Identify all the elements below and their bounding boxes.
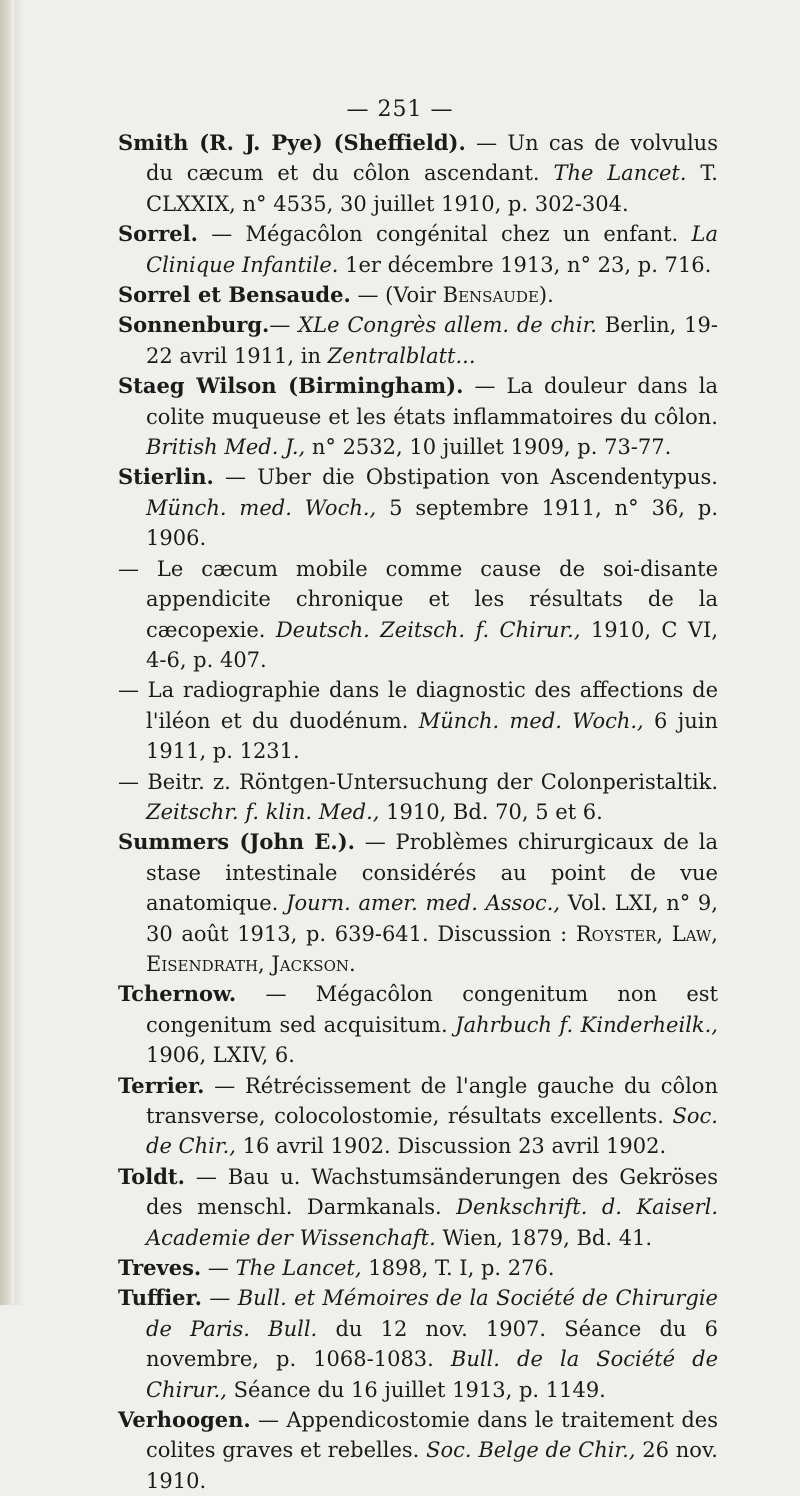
entry-author: Stierlin. [118, 464, 214, 490]
entry-source: Jahrbuch f. Kinderheilk., [455, 1012, 718, 1037]
entry-details: 16 avril 1902. Discussion 23 avril 1902. [242, 1134, 667, 1159]
entry-author: Smith (R. J. Pye) (Sheffield). [118, 130, 466, 155]
entry-source: Soc. Belge de Chir., [426, 1438, 636, 1463]
entry-details: 5 septembre 1911, n° 36, p. 1906. [146, 495, 718, 551]
entry-text: — [269, 313, 291, 338]
entry-details: ). [538, 283, 554, 308]
entry-discussants: Royster, Law, Eisendrath, Jackson. [146, 921, 718, 976]
entry-text: — Le cæcum mobile comme cause de soi-disante appendicite chronique et les résultats de la cæcopexie. [118, 556, 718, 642]
entry-details: n° 2532, 10 juillet 1909, p. 73-77. [311, 435, 672, 460]
bibliography-entry [118, 219, 718, 280]
entry-text: — Beitr. z. Röntgen-Untersuchung der Colonperistaltik. [118, 769, 718, 794]
bibliography-entry [118, 979, 718, 1070]
bibliography-entry [118, 371, 718, 462]
entry-author: Toldt. [118, 1163, 185, 1189]
entry-source: Münch. med. Woch., [146, 495, 377, 520]
entry-source: La Clinique Infantile. [146, 222, 718, 277]
entry-source: The Lancet. [553, 161, 687, 186]
entry-author: Staeg Wilson (Birmingham). [118, 373, 464, 399]
entry-source: British Med. J., [146, 435, 306, 460]
entry-details: 1910, C VI, 4-6, p. 407. [146, 617, 718, 672]
entry-details: Wien, 1879, Bd. 41. [442, 1225, 653, 1250]
entry-details: Vol. LXI, n° 9, 30 août 1913, p. 639-641. Discussion : [146, 891, 718, 946]
entry-text: — Bau u. Wachstumsänderungen des Gekröses des menschl. Darmkanals. [146, 1164, 718, 1220]
bibliography-entry [118, 310, 718, 371]
entry-author: Summers (John E.). [118, 829, 355, 855]
entry-details: 1er décembre 1913, n° 23, p. 716. [345, 252, 712, 277]
entry-author: Sonnenburg. [118, 312, 270, 338]
entry-source-secondary: Bull. de la Société de Chirur., [146, 1347, 718, 1402]
entry-author: Terrier. [118, 1072, 205, 1098]
entry-source: Deutsch. Zeitsch. f. Chirur., [275, 617, 581, 642]
entry-details: T. CLXXIX, n° 4535, 30 juillet 1910, p. 302-304. [146, 161, 718, 216]
bibliography-entry [118, 675, 718, 766]
entry-source: The Lancet, [235, 1256, 362, 1281]
entry-cross-reference: Bensaude [442, 283, 539, 308]
page-edge [0, 0, 14, 1305]
entry-text: — (Voir [357, 283, 436, 308]
entry-details: 1906, LXIV, 6. [146, 1043, 295, 1068]
entry-source: Zeitschr. f. klin. Med., [146, 799, 380, 824]
entry-details: 1910, Bd. 70, 5 et 6. [386, 799, 603, 824]
entry-source: XLe Congrès allem. de chir. [298, 313, 597, 338]
entry-source: Münch. med. Woch., [418, 708, 644, 733]
entry-text: — Appendicostomie dans le traitement des colites graves et rebelles. [146, 1408, 718, 1463]
entry-details-secondary: Séance du 16 juillet 1913, p. 1149. [233, 1377, 606, 1402]
entry-source-secondary: Zentralblatt... [327, 343, 476, 368]
entry-text: — Mégacôlon congenitum non est congenitum sed acquisitum. [146, 982, 718, 1037]
entry-author: Tchernow. [118, 981, 237, 1007]
bibliography-entry [118, 767, 718, 828]
entry-text: — Un cas de volvulus du cæcum et du côlon ascendant. [146, 131, 718, 186]
entry-text: — La radiographie dans le diagnostic des affections de l'iléon et du duodénum. [118, 678, 718, 733]
entry-details: 26 nov. 1910. [146, 1438, 718, 1493]
entry-details: 6 juin 1911, p. 1231. [146, 708, 718, 764]
entry-details: 1898, T. I, p. 276. [368, 1256, 555, 1281]
bibliography-entry [118, 280, 718, 310]
entry-text: — [207, 1256, 229, 1281]
bibliography-entry [118, 1071, 718, 1162]
entry-author: Sorrel. [118, 221, 198, 247]
bibliography-entry [118, 827, 718, 979]
entry-text: — Problèmes chirurgicaux de la stase intestinale considérés au point de vue anatomique. [146, 830, 718, 916]
entry-details: du 12 nov. 1907. Séance du 6 novembre, p. 1068-1083. [146, 1316, 719, 1372]
entry-source: Soc. de Chir., [146, 1104, 718, 1159]
entry-author: Tuffier. [118, 1285, 202, 1311]
page-number: — 251 — [346, 97, 454, 122]
entry-author: Treves. [118, 1255, 202, 1281]
entry-text: — Mégacôlon congénital chez un enfant. [211, 222, 679, 247]
bibliography-entry [118, 1253, 718, 1283]
bibliography-list [118, 128, 718, 1496]
bibliography-entry [118, 554, 718, 676]
spine-shadow [14, 0, 24, 1305]
entry-details: Berlin, 19-22 avril 1911, in [146, 313, 718, 368]
bibliography-entry [118, 1162, 718, 1253]
entry-text: — Uber die Obstipation von Ascendentypus. [225, 465, 718, 490]
entry-author: Sorrel et Bensaude. [118, 282, 351, 308]
entry-source: Journ. amer. med. Assoc., [286, 891, 561, 916]
entry-text: — [209, 1286, 231, 1311]
bibliography-entry [118, 1405, 718, 1496]
bibliography-entry [118, 462, 718, 553]
entry-text: — Rétrécissement de l'angle gauche du côlon transverse, colocolostomie, résultats excellents. [146, 1073, 718, 1128]
entry-source: Denkschrift. d. Kaiserl. Academie der Wissenchaft. [146, 1195, 719, 1250]
entry-source: Bull. et Mémoires de la Société de Chirurgie de Paris. Bull. [146, 1286, 718, 1341]
bibliography-entry [118, 128, 718, 219]
entry-text: — La douleur dans la colite muqueuse et les états inflammatoires du côlon. [146, 374, 718, 429]
bibliography-entry [118, 1283, 718, 1405]
entry-author: Verhoogen. [118, 1407, 251, 1433]
